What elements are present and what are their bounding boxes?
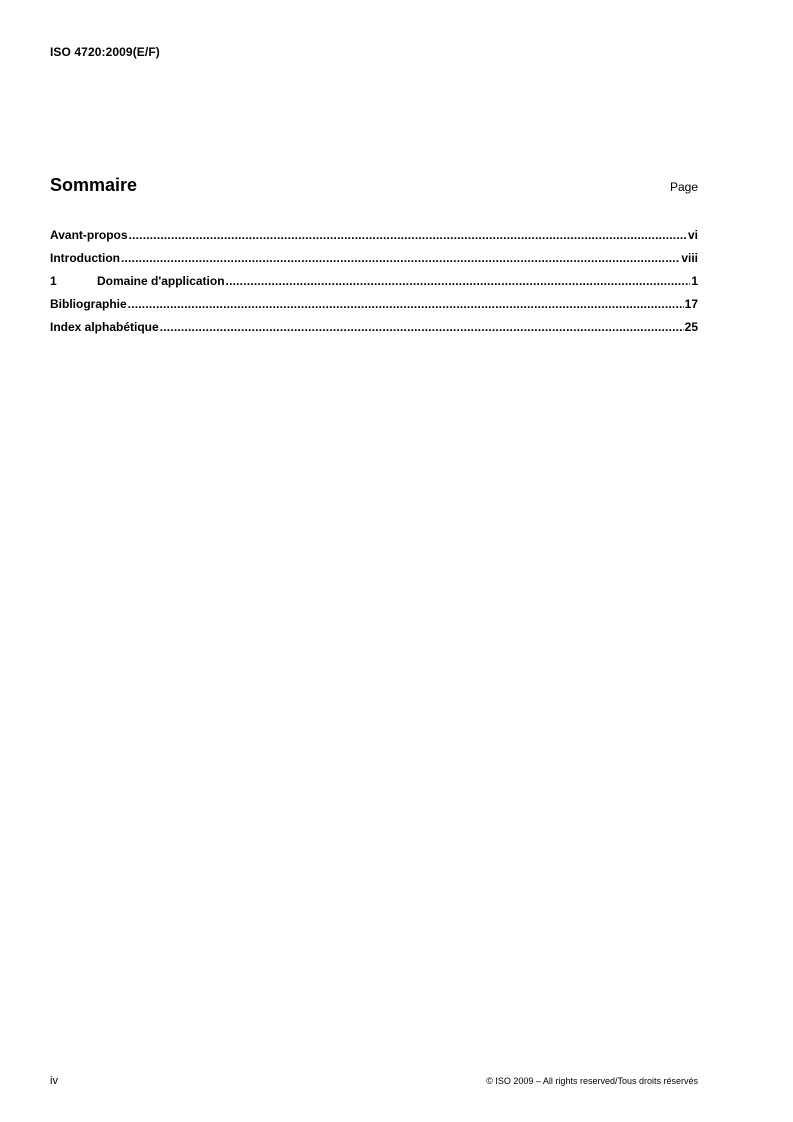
toc-entry-text: Domaine d'application [97,274,225,288]
toc-entry-number: 1 [50,274,57,288]
footer-page-number: iv [50,1075,58,1087]
toc-list [50,225,698,340]
toc-entry-avant-propos[interactable] [50,225,698,242]
toc-leader [128,297,684,311]
toc-entry-domaine-application[interactable] [50,271,698,288]
toc-entry-page: viii [681,251,698,265]
toc-leader [226,274,691,288]
toc-entry-page: vi [687,228,698,242]
toc-entry-text: Avant-propos [50,228,128,242]
toc-title: Sommaire [50,175,138,195]
toc-leader [129,228,687,242]
footer-copyright: © ISO 2009 – All rights reserved/Tous droits réservés [486,1076,698,1086]
toc-entry-text: Index alphabétique [50,320,159,334]
toc-entry-bibliographie[interactable] [50,294,698,311]
toc-entry-page: 17 [684,297,698,311]
toc-entry-page: 25 [684,320,698,334]
document-id: ISO 4720:2009(E/F) [50,45,160,59]
toc-entry-index-alphabetique[interactable] [50,317,698,334]
toc-entry-text: Introduction [50,251,120,265]
toc-entry-text: Bibliographie [50,297,127,311]
toc-leader [121,251,680,265]
toc-entry-page: 1 [691,274,698,288]
toc-entry-introduction[interactable] [50,248,698,265]
toc-header [50,175,698,199]
toc-leader [160,320,684,334]
toc-page-label: Page [669,180,698,194]
